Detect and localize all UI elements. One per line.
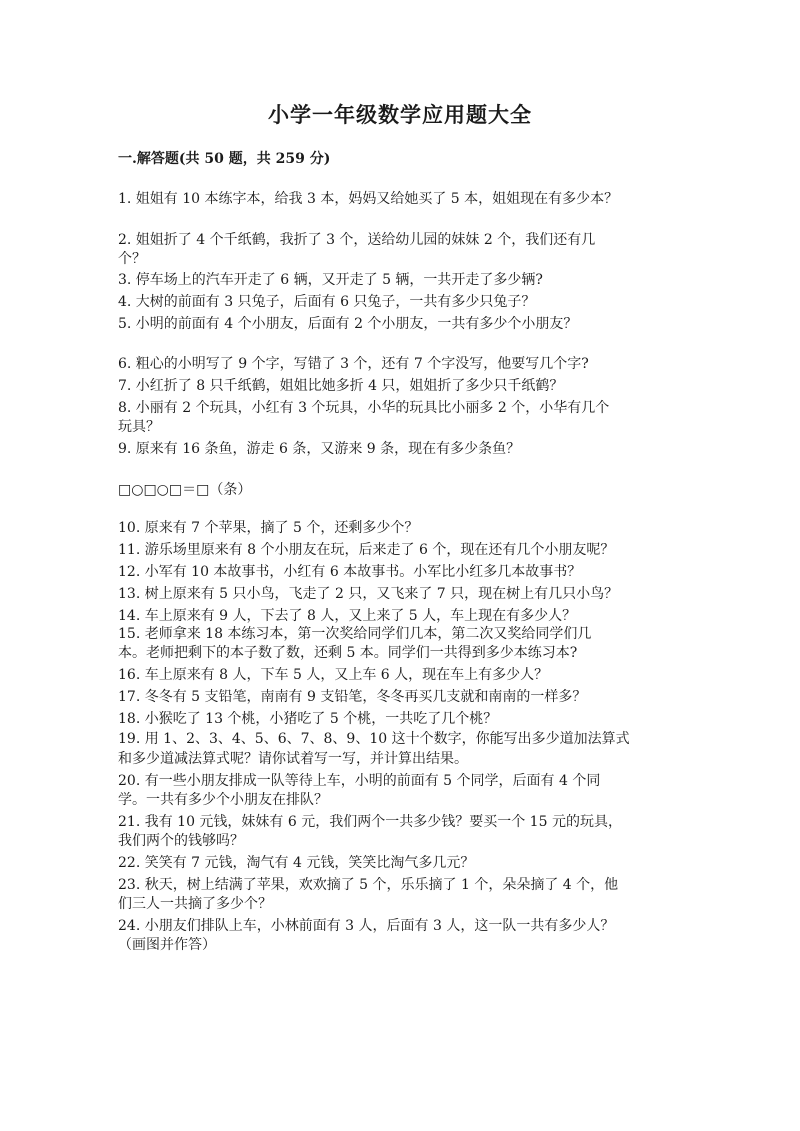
section-heading: 一.解答题(共 50 题，共 259 分) xyxy=(118,151,331,167)
question-line: 21. 我有 10 元钱，妹妹有 6 元，我们两个一共多少钱？要买一个 15 元的玩具， xyxy=(118,814,622,830)
page-title: 小学一年级数学应用题大全 xyxy=(268,102,532,127)
question-line: 19. 用 1、2、3、4、5、6、7、8、9、10 这十个数字，你能写出多少道加法算式 xyxy=(118,731,630,747)
question-line: 2. 姐姐折了 4 个千纸鹤，我折了 3 个，送给幼儿园的妹妹 2 个，我们还有几 xyxy=(118,232,596,248)
question-line: 16. 车上原来有 8 人，下车 5 人，又上车 6 人，现在车上有多少人？ xyxy=(118,667,549,683)
question-line: 们三人一共摘了多少个？ xyxy=(118,896,272,912)
question-line: 12. 小军有 10 本故事书，小红有 6 本故事书。小军比小红多几本故事书？ xyxy=(118,564,582,580)
question-line: 我们两个的钱够吗？ xyxy=(118,833,244,849)
question-line: 4. 大树的前面有 3 只兔子，后面有 6 只兔子，一共有多少只兔子？ xyxy=(118,294,536,310)
question-line: 玩具？ xyxy=(118,419,160,435)
question-line: 17. 冬冬有 5 支铅笔，南南有 9 支铅笔，冬冬再买几支就和南南的一样多？ xyxy=(118,689,587,705)
question-line: 15. 老师拿来 18 本练习本，第一次奖给同学们几本，第二次又奖给同学们几 xyxy=(118,626,592,642)
question-line: 13. 树上原来有 5 只小鸟，飞走了 2 只，又飞来了 7 只，现在树上有几只小鸟？ xyxy=(118,586,619,602)
question-line: 22. 笑笑有 7 元钱，淘气有 4 元钱，笑笑比淘气多几元？ xyxy=(118,855,475,871)
question-line: 9. 原来有 16 条鱼，游走 6 条，又游来 9 条，现在有多少条鱼？ xyxy=(118,441,521,457)
question-line: 本。老师把剩下的本子数了数，还剩 5 本。同学们一共得到多少本练习本? xyxy=(118,645,578,661)
question-line: 6. 粗心的小明写了 9 个字，写错了 3 个，还有 7 个字没写，他要写几个字? xyxy=(118,356,589,372)
question-line: 20. 有一些小朋友排成一队等待上车，小明的前面有 5 个同学，后面有 4 个同 xyxy=(118,773,601,789)
question-line: 14. 车上原来有 9 人，下去了 8 人，又上来了 5 人，车上现在有多少人？ xyxy=(118,608,577,624)
question-line: 11. 游乐场里原来有 8 个小朋友在玩，后来走了 6 个，现在还有几个小朋友呢？ xyxy=(118,542,615,558)
question-line: 24. 小朋友们排队上车，小林前面有 3 人，后面有 3 人，这一队一共有多少人？ xyxy=(118,918,615,934)
question-line: 10. 原来有 7 个苹果，摘了 5 个，还剩多少个？ xyxy=(118,520,419,536)
question-line: 7. 小红折了 8 只千纸鹤，姐姐比她多折 4 只，姐姐折了多少只千纸鹤？ xyxy=(118,378,564,394)
question-line: （画图并作答） xyxy=(118,937,216,953)
question-line: 23. 秋天，树上结满了苹果，欢欢摘了 5 个，乐乐摘了 1 个，朵朵摘了 4 个，他 xyxy=(118,877,619,893)
question-line: 8. 小丽有 2 个玩具，小红有 3 个玩具，小华的玩具比小丽多 2 个，小华有几个 xyxy=(118,400,610,416)
question-line: 个？ xyxy=(118,251,146,267)
answer-blank-template: □○□○□＝□（条） xyxy=(118,482,252,498)
question-line: 和多少道减法算式呢？请你试着写一写，并计算出结果。 xyxy=(118,751,468,767)
question-line: 1. 姐姐有 10 本练字本，给我 3 本，妈妈又给她买了 5 本，姐姐现在有多少本？ xyxy=(118,191,619,207)
question-line: 5. 小明的前面有 4 个小朋友，后面有 2 个小朋友，一共有多少个小朋友？ xyxy=(118,316,578,332)
question-line: 3. 停车场上的汽车开走了 6 辆，又开走了 5 辆，一共开走了多少辆? xyxy=(118,272,543,288)
question-line: 18. 小猴吃了 13 个桃，小猪吃了 5 个桃，一共吃了几个桃？ xyxy=(118,711,498,727)
question-line: 学。一共有多少个小朋友在排队？ xyxy=(118,792,328,808)
